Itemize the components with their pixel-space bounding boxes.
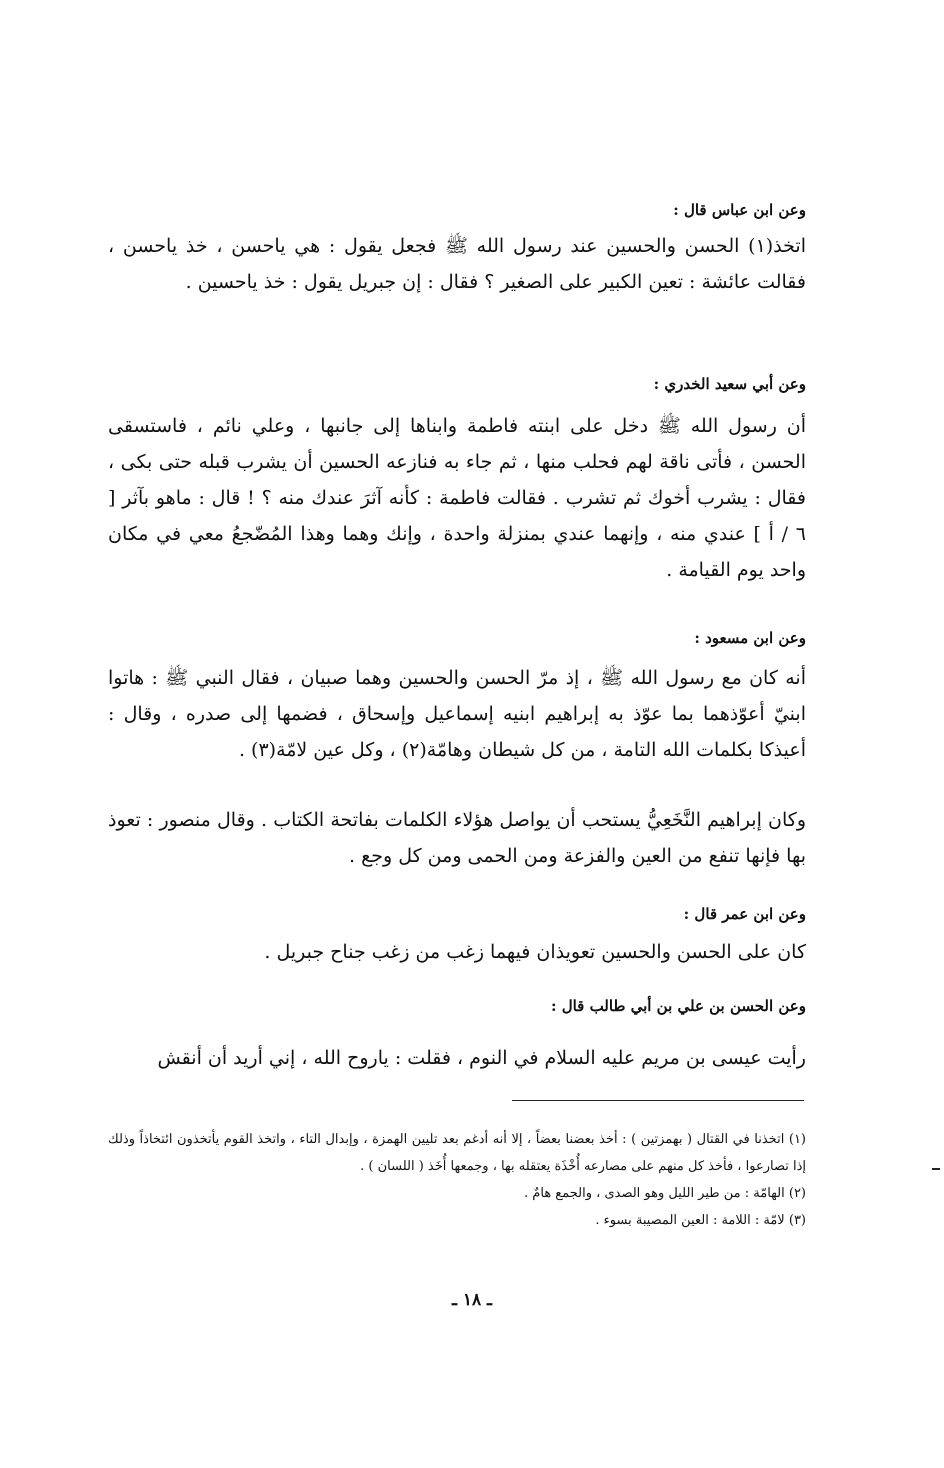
- section-heading-hasan-bin-ali: وعن الحسن بن علي بن أبي طالب قال :: [550, 997, 806, 1015]
- narration-abu-said: أن رسول الله ﷺ دخل على ابنته فاطمة وابناها إلى جانبها ، وعلي نائم ، فاستسقى الحسن ، فأتى ناقة لهم فحلب منها ، ثم جاء به فنازعه الحسين أن يشرب قبله حتى بكى ، فقال : يشرب أخوك ثم تشرب . فقالت فاطمة : كأنه آثرَ عندك منه ؟ ! قال : ماهو بآثر [ ٦ / أ ] عندي منه ، وإنهما عندي بمنزلة واحدة ، وإنك وهما وهذا المُضّجعُ معي في مكان واحد يوم القيامة .: [108, 415, 806, 581]
- section-heading-ibn-abbas: وعن ابن عباس قال :: [673, 201, 806, 219]
- footnote-3: (٣) لامّة : اللامة : العين المصيبة بسوء .: [595, 1213, 806, 1228]
- margin-mark: [932, 1168, 940, 1170]
- footnote-1: (١) اتخذنا في القتال ( بهمزتين ) : أخذ بعضنا بعضاً ، إلا أنه أدغم بعد تليين الهمزة ، وإبدال التاء ، واتخذ القوم يأتخذون ائتخاذاً وذلك إذا تصارعوا ، فأخذ كل منهم على مصارعه أُخْذَة يعتقله بها ، وجمعها أُخَذ ( اللسان ) .: [108, 1132, 806, 1174]
- footnotes: [108, 1126, 806, 1234]
- section-heading-ibn-umar: وعن ابن عمر قال :: [683, 905, 806, 923]
- section-heading-abu-said: وعن أبي سعيد الخدري :: [653, 375, 806, 393]
- footnote-2: (٢) الهامّة : من طير الليل وهو الصدى ، والجمع هامٌ .: [524, 1186, 806, 1201]
- narration-hasan-bin-ali: رأيت عيسى بن مريم عليه السلام في النوم ، فقلت : ياروح الله ، إني أريد أن أنقش: [157, 1047, 806, 1069]
- paragraph-nakhai: وكان إبراهيم النَّخَعِيُّ يستحب أن يواصل هؤلاء الكلمات بفاتحة الكتاب . وقال منصور : تعوذ بها فإنها تنفع من العين والفزعة ومن الحمى ومن كل وجع .: [108, 809, 806, 867]
- narration-ibn-umar: كان على الحسن والحسين تعويذان فيهما زغب من زغب جناح جبريل .: [264, 941, 806, 963]
- page-number: ـ ١٨ ـ: [451, 1290, 493, 1310]
- footnote-separator: [512, 1100, 804, 1101]
- narration-ibn-masud: أنه كان مع رسول الله ﷺ ، إذ مرّ الحسن والحسين وهما صبيان ، فقال النبي ﷺ : هاتوا ابنيّ أعوّذهما بما عوّذ به إبراهيم ابنيه إسماعيل وإسحاق ، فضمها إلى صدره ، وقال : أعيذكا بكلمات الله التامة ، من كل شيطان وهامّة(٢) ، وكل عين لامّة(٣) .: [108, 667, 806, 761]
- narration-ibn-abbas: اتخذ(١) الحسن والحسين عند رسول الله ﷺ فجعل يقول : هي ياحسن ، خذ ياحسن ، فقالت عائشة : تعين الكبير على الصغير ؟ فقال : إن جبريل يقول : خذ ياحسين .: [108, 235, 806, 293]
- section-heading-ibn-masud: وعن ابن مسعود :: [694, 629, 806, 647]
